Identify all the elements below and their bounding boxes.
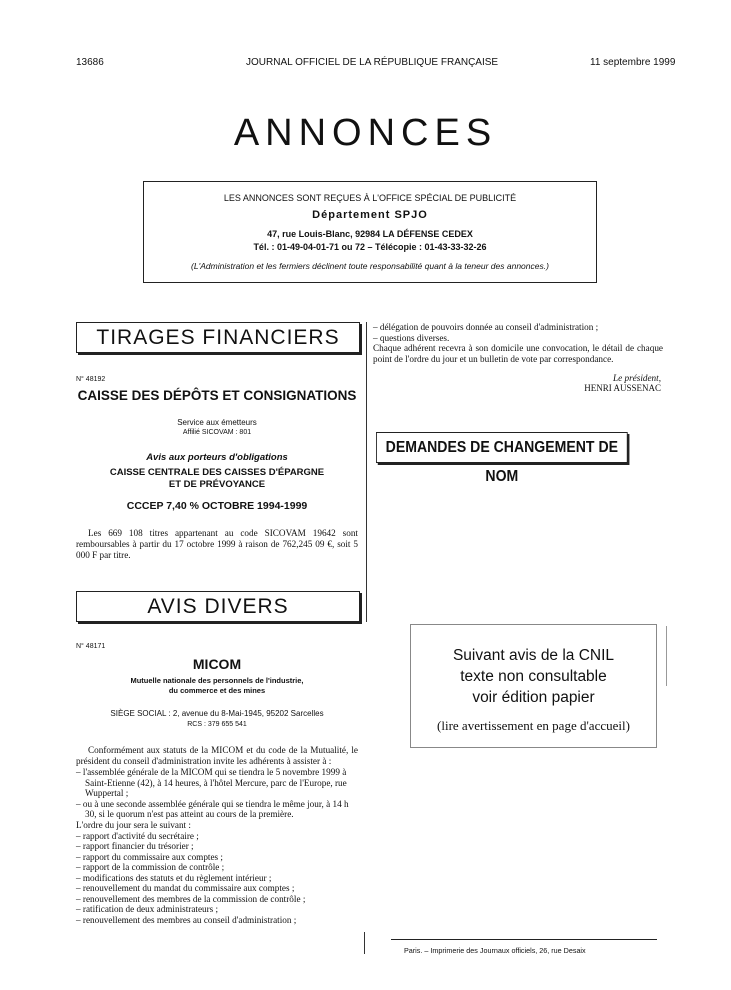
signature-name: HENRI AUSSENAC — [584, 383, 661, 393]
list-item: – rapport de la commission de contrôle ; — [76, 862, 225, 872]
column-divider — [366, 322, 367, 622]
notice-department: Département SPJO — [312, 209, 428, 221]
org-name: MICOM — [192, 656, 242, 672]
continued-agenda — [373, 322, 663, 393]
announcement-number: N° 48192 — [76, 376, 106, 383]
list-item: – questions diverses. — [373, 332, 450, 343]
list-item: – rapport d'activité du secrétaire ; — [76, 830, 199, 841]
bond-name: CCCEP 7,40 % OCTOBRE 1994-1999 — [126, 500, 308, 512]
meetings-list — [76, 767, 358, 820]
org-name: CAISSE DES DÉPÔTS ET CONSIGNATIONS — [77, 388, 357, 403]
list-item: – renouvellement des membres au conseil d'administration ; — [76, 914, 297, 925]
avis-porteurs: Avis aux porteurs d'obligations — [146, 452, 288, 463]
org-subtitle-1: Mutuelle nationale des personnels de l'industrie, — [130, 676, 304, 685]
list-item: – rapport du commissaire aux comptes ; — [76, 851, 223, 862]
caisse-line-1: CAISSE CENTRALE DES CAISSES D'ÉPARGNE — [109, 467, 325, 478]
section-tirages-financiers: TIRAGES FINANCIERS — [76, 322, 360, 353]
publicity-notice-box — [143, 181, 597, 283]
page-number: 13686 — [76, 57, 104, 68]
list-item: – rapport financier du trésorier ; — [76, 841, 194, 851]
intro-paragraph: Conformément aux statuts de la MICOM et du code de la Mutualité, le président du conseil d'administration invite les adhérents à assister à : — [76, 745, 358, 766]
section-demandes-changement-nom: DEMANDES DE CHANGEMENT DE NOM — [376, 432, 628, 463]
cnil-line-3: voir édition papier — [472, 689, 595, 706]
section-avis-divers: AVIS DIVERS — [76, 591, 360, 622]
notice-line: LES ANNONCES SONT REÇUES À L'OFFICE SPÉCIAL DE PUBLICITÉ — [223, 193, 517, 203]
scan-mark — [666, 626, 667, 686]
cnil-notice-box — [410, 624, 657, 748]
service-line: Service aux émetteurs — [177, 418, 257, 427]
footer-divider — [364, 932, 365, 954]
notice-phones: Tél. : 01-49-04-01-71 ou 72 – Télécopie : 01-43-33-32-26 — [253, 242, 487, 252]
notice-address: 47, rue Louis-Blanc, 92984 LA DÉFENSE CEDEX — [267, 229, 473, 239]
list-item: – modifications des statuts et du règlement intérieur ; — [76, 872, 272, 883]
issue-date: 11 septembre 1999 — [590, 57, 676, 68]
list-item: – renouvellement du mandat du commissaire aux comptes ; — [76, 883, 295, 893]
rcs-number: RCS : 379 655 541 — [187, 721, 247, 728]
agenda-list — [76, 831, 358, 926]
affiliation-line: Affilié SICOVAM : 801 — [182, 429, 252, 436]
announcement-number: N° 48171 — [76, 643, 106, 650]
cnil-line-1: Suivant avis de la CNIL — [452, 647, 615, 664]
imprint-line: Paris. – Imprimerie des Journaux officiels, 26, rue Desaix — [404, 946, 586, 955]
list-item: – renouvellement des membres de la commission de contrôle ; — [76, 893, 306, 904]
list-item: – délégation de pouvoirs donnée au conseil d'administration ; — [373, 322, 599, 332]
list-item: – ou à une seconde assemblée générale qui se tiendra le même jour, à 14 h 30, si le quorum n'est pas atteint au cours de la première. — [76, 798, 349, 819]
footer-rule — [391, 939, 657, 940]
org-subtitle-2: du commerce et des mines — [168, 686, 266, 695]
caisse-line-2: ET DE PRÉVOYANCE — [168, 479, 266, 490]
list-item: – ratification de deux administrateurs ; — [76, 904, 219, 914]
cnil-line-2: texte non consultable — [460, 668, 607, 685]
page-title: ANNONCES — [233, 112, 498, 154]
cnil-note: (lire avertissement en page d'accueil) — [437, 718, 630, 733]
agenda-list-continued — [373, 322, 663, 343]
closing-paragraph: Chaque adhérent recevra à son domicile une convocation, le détail de chaque point de l'ordre du jour et un bulletin de vote par correspondance. — [373, 343, 663, 364]
redemption-paragraph: Les 669 108 titres appartenant au code SICOVAM 19642 sont remboursables à partir du 17 octobre 1999 à raison de 762,245 09 €, soit 5 000 F par titre. — [76, 528, 358, 560]
micom-body — [76, 745, 358, 925]
journal-title: JOURNAL OFFICIEL DE LA RÉPUBLIQUE FRANÇAISE — [246, 57, 499, 68]
notice-disclaimer: (L'Administration et les fermiers déclinent toute responsabilité quant à la teneur des annonces.) — [191, 261, 549, 271]
list-item: – l'assemblée générale de la MICOM qui se tiendra le 5 novembre 1999 à Saint-Etienne (42), à 14 heures, à l'hôtel Mercure, parc de l'Europe, rue Wuppertal ; — [76, 767, 347, 798]
registered-office: SIÈGE SOCIAL : 2, avenue du 8-Mai-1945, 95202 Sarcelles — [110, 709, 324, 718]
agenda-intro: L'ordre du jour sera le suivant : — [76, 819, 191, 830]
signature-role: Le président, — [613, 373, 661, 383]
